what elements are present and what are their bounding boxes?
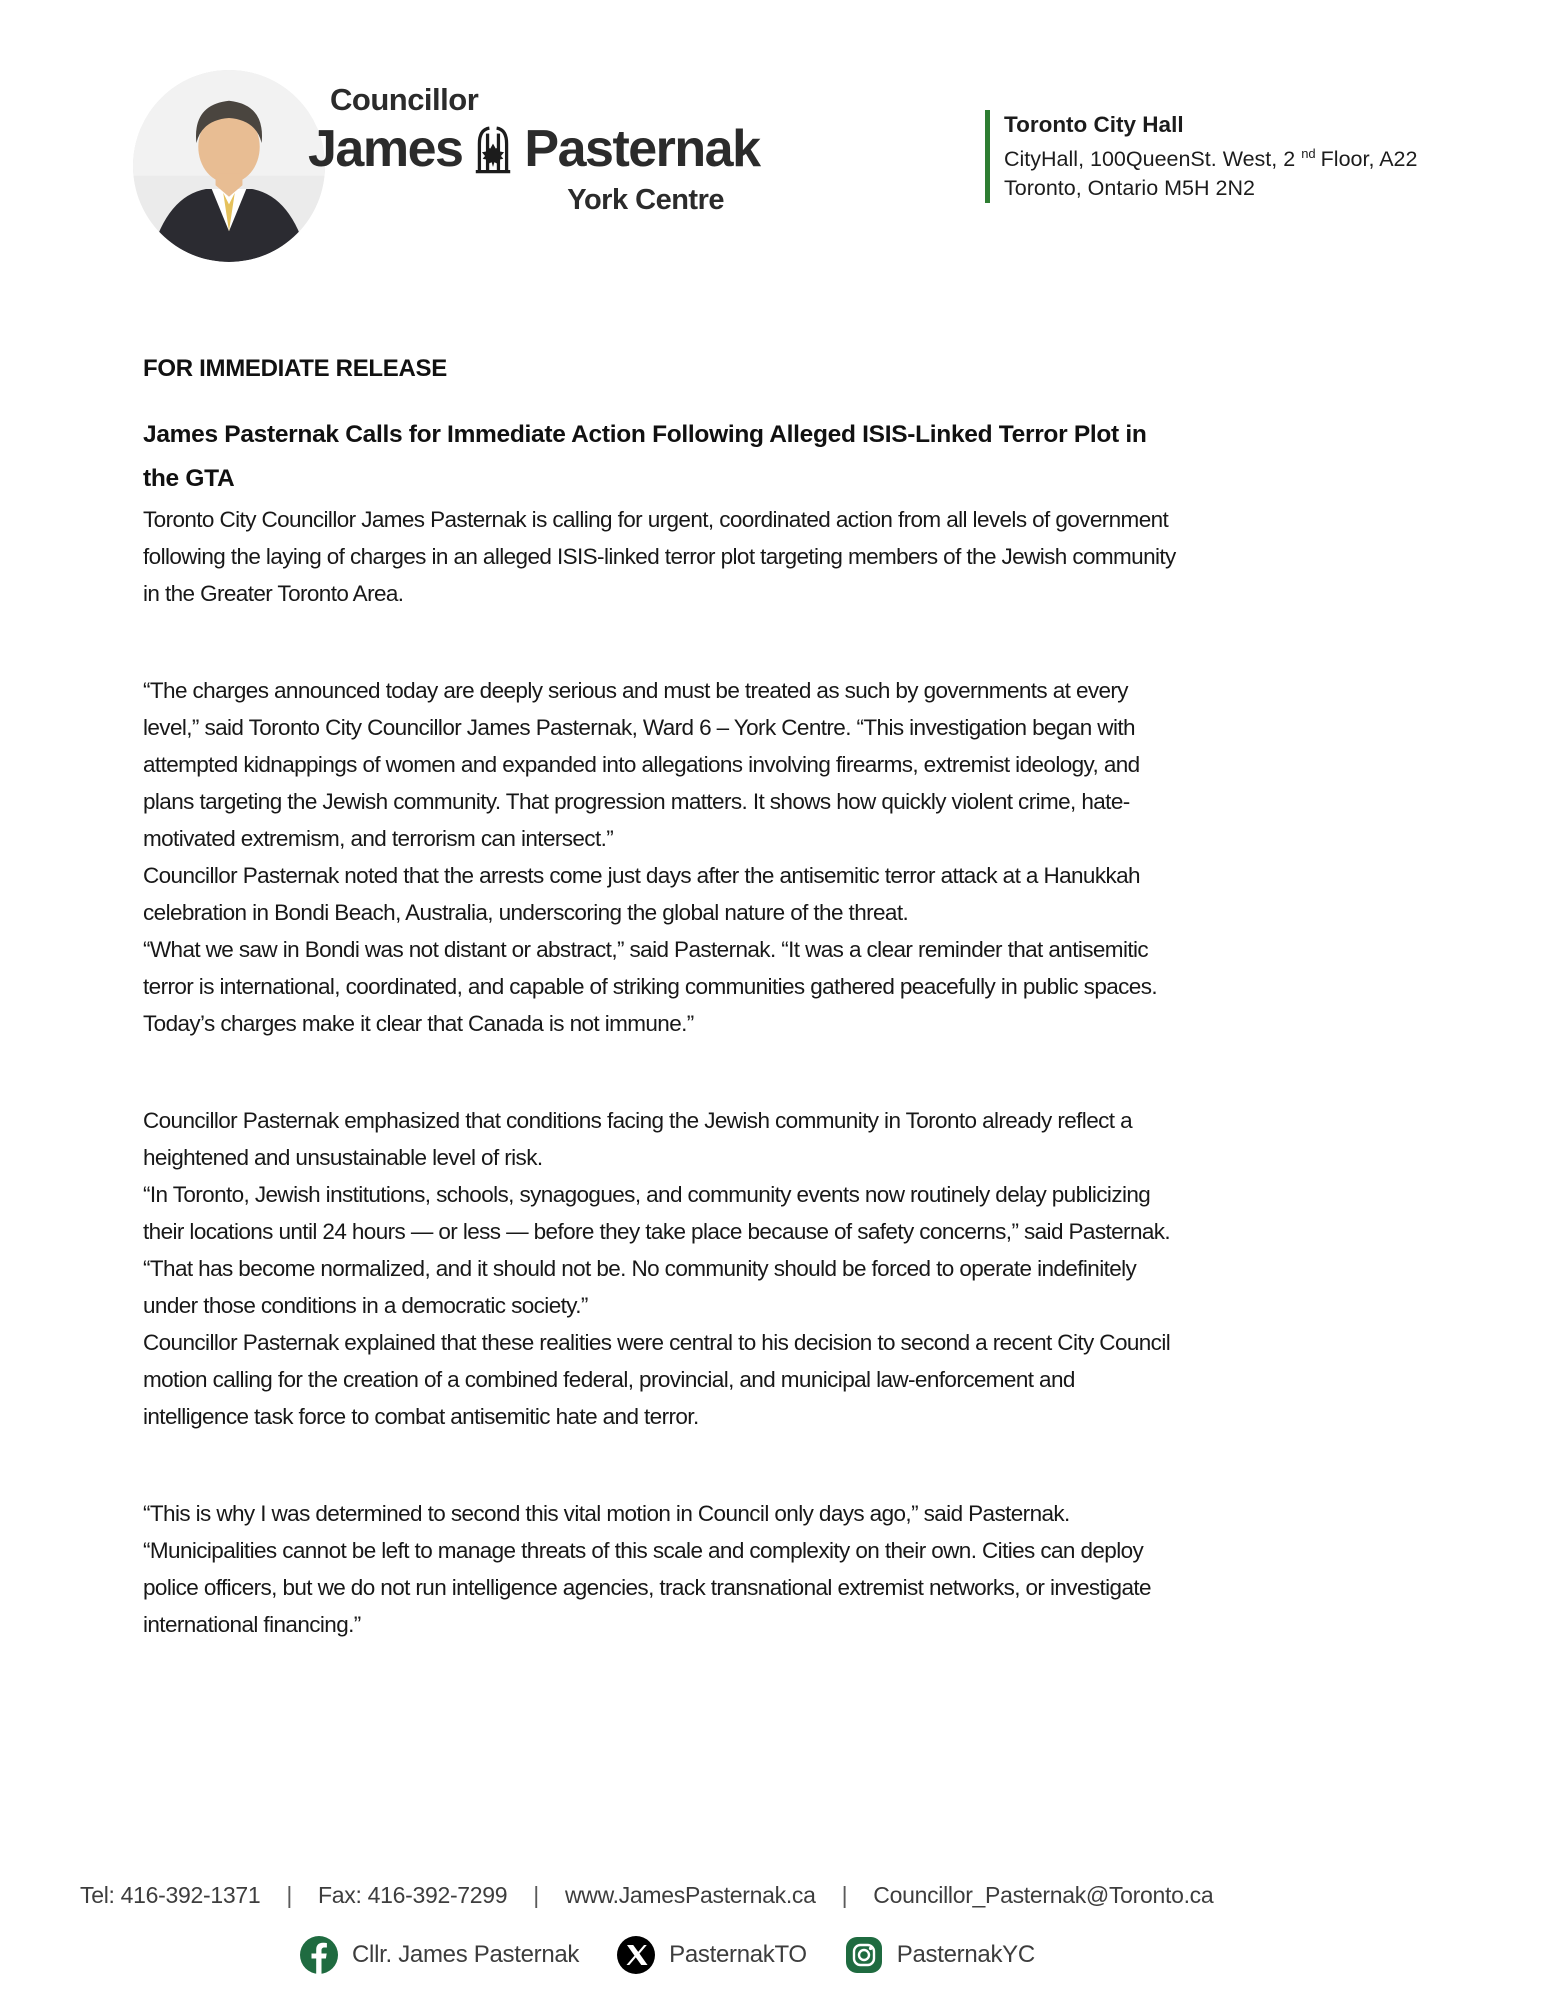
address-floor-ordinal: nd [1301,146,1316,161]
paragraph: Councillor Pasternak noted that the arrests come just days after the antisemitic terror attack at a Hanukkah celebration in Bondi Beach, Australia, underscoring the global nature of the threat. [143,863,1140,925]
footer-contact-line [80,1882,1480,1909]
address-title: Toronto City Hall [1004,112,1184,137]
logo-last-name: Pasternak [524,120,760,178]
x-link[interactable] [617,1936,807,1974]
address-accent-bar [985,110,990,203]
toronto-city-hall-icon [464,120,522,178]
address-line1: CityHall, 100QueenSt. West, 2 $^{nd}$ Floor, A22 [1004,146,1418,172]
footer-social-line [300,1936,1035,1974]
address-line2: Toronto, Ontario M5H 2N2 [1004,176,1255,201]
facebook-icon [300,1936,338,1974]
footer-fax: Fax: 416-392-7299 [318,1882,508,1908]
footer-separator: | [533,1882,539,1908]
logo-ward-label: York Centre [567,184,724,216]
paragraph: Councillor Pasternak explained that these realities were central to his decision to second a recent City Council motion calling for the creation of a combined federal, provincial, and municipal law-enforcement and intelligence task force to combat antisemitic hate and terror. [143,1330,1171,1429]
footer-website-link[interactable]: www.JamesPasternak.ca [564,1882,816,1908]
facebook-handle: Cllr. James Pasternak [352,1941,580,1968]
instagram-icon [845,1936,883,1974]
logo-councillor-label: Councillor [330,82,479,117]
instagram-link[interactable] [845,1936,1035,1974]
x-icon [617,1936,655,1974]
councillor-logo [308,82,760,217]
headshot-photo [133,70,325,262]
footer-tel: Tel: 416-392-1371 [80,1882,261,1908]
x-handle: PasternakTO [669,1941,807,1968]
paragraph: “In Toronto, Jewish institutions, schools, synagogues, and community events now routinely delay publicizing their locations until 24 hours — or less — before they take place because of safety concerns,” said Pasternak. “That has become normalized, and it should not be. No community should be forced to operate indefinitely under those conditions in a democratic society.” [143,1182,1171,1318]
paragraph: “What we saw in Bondi was not distant or abstract,” said Pasternak. “It was a clear reminder that antisemitic terror is international, coordinated, and capable of striking communities gathered peacefully in public spaces. Today’s charges make it clear that Canada is not immune.” [143,937,1158,1036]
facebook-link[interactable] [300,1936,579,1974]
release-title: James Pasternak Calls for Immediate Action Following Alleged ISIS-Linked Terror Plot in the GTA [143,421,1147,492]
avatar [133,70,325,262]
paragraph: Councillor Pasternak emphasized that conditions facing the Jewish community in Toronto already reflect a heightened and unsustainable level of risk. [143,1108,1132,1170]
instagram-handle: PasternakYC [896,1941,1035,1968]
logo-first-name: James [308,120,463,178]
footer-separator: | [841,1882,848,1908]
press-release-body [143,350,1183,1643]
paragraph: “This is why I was determined to second this vital motion in Council only days ago,” said Pasternak. “Municipalities cannot be left to manage threats of this scale and complexity on their own. Cities can deploy police officers, but we do not run intelligence agencies, track transnational extremist networks, or investigate international financing.” [143,1501,1151,1637]
office-address-block [985,110,1417,203]
footer-email-link[interactable]: Councillor_Pasternak@Toronto.ca [873,1882,1214,1908]
paragraph: “The charges announced today are deeply serious and must be treated as such by governments at every level,” said Toronto City Councillor James Pasternak, Ward 6 – York Centre. “This investigation began with attempted kidnappings of women and expanded into allegations involving firearms, extremist ideology, and plans targeting the Jewish community. That progression matters. It shows how quickly violent crime, hate-motivated extremism, and terrorism can intersect.” [143,678,1140,851]
release-label: FOR IMMEDIATE RELEASE [143,355,447,382]
footer-separator: | [286,1882,293,1908]
paragraph: Toronto City Councillor James Pasternak is calling for urgent, coordinated action from all levels of government following the laying of charges in an alleged ISIS-linked terror plot targeting members of the Jewish community in the Greater Toronto Area. [143,507,1176,606]
